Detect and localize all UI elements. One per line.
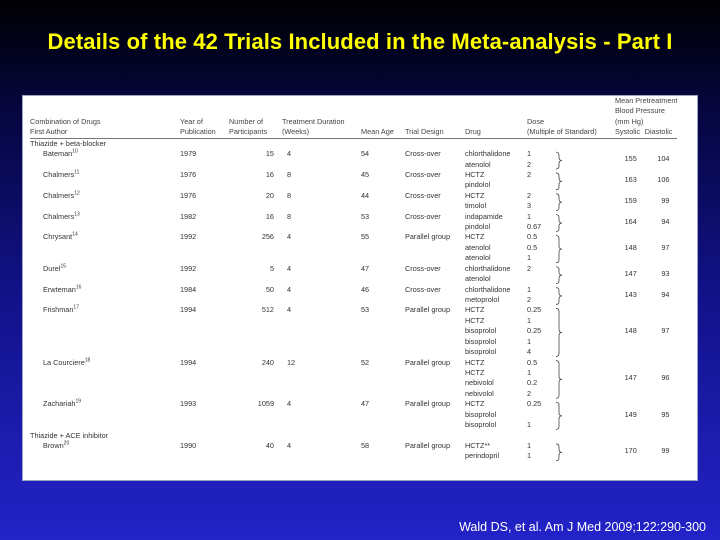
drug-cell: atenolol xyxy=(465,242,491,252)
mean-age-cell: 47 xyxy=(361,399,370,409)
dose-cell: 0.5 xyxy=(527,232,538,242)
author-cell xyxy=(30,305,180,315)
reference-number: 17 xyxy=(73,305,79,312)
participants-cell: 15 xyxy=(265,149,274,159)
systolic-cell: 164 xyxy=(624,216,637,226)
table-row xyxy=(30,264,677,274)
author-name: Chalmers xyxy=(43,169,75,179)
diastolic-cell: 95 xyxy=(661,409,670,419)
author-cell xyxy=(30,264,180,274)
table-row xyxy=(30,253,677,263)
reference-number: 20 xyxy=(63,440,70,447)
drug-cell: HCTZ xyxy=(465,232,485,242)
reference-number: 15 xyxy=(60,263,66,270)
drug-cell: timolol xyxy=(465,201,487,211)
diastolic-cell: 97 xyxy=(661,326,670,336)
mean-age-cell: 53 xyxy=(361,305,370,315)
drug-cell: bisoprolol xyxy=(465,420,497,430)
year-cell: 1994 xyxy=(180,305,197,315)
year-cell: 1993 xyxy=(180,399,197,409)
mean-age-cell: 45 xyxy=(361,169,370,179)
table-row xyxy=(30,410,677,420)
drug-cell: pindolol xyxy=(465,180,491,190)
header-dose: Dose xyxy=(527,116,545,126)
trial-design-cell: Cross-over xyxy=(405,149,441,159)
reference-number: 11 xyxy=(74,169,80,176)
drug-cell: atenolol xyxy=(465,274,491,284)
systolic-cell: 148 xyxy=(624,242,637,252)
drug-cell: bisoprolol xyxy=(465,336,497,346)
duration-cell: 4 xyxy=(287,263,292,273)
author-name: Erwteman xyxy=(43,284,76,294)
dose-cell: 2 xyxy=(527,263,532,273)
table-row xyxy=(30,160,677,170)
header-systolic: Systolic xyxy=(615,127,645,138)
table-row xyxy=(30,399,677,409)
table-row xyxy=(30,326,677,336)
dose-cell: 1 xyxy=(527,336,532,346)
header-number: Number of xyxy=(229,116,264,126)
dose-cell: 0.25 xyxy=(527,305,542,315)
dose-cell: 1 xyxy=(527,440,532,450)
table-row xyxy=(30,170,677,180)
table-row xyxy=(30,305,677,315)
author-name: Bateman xyxy=(43,149,73,159)
duration-cell: 8 xyxy=(287,169,292,179)
year-cell: 1994 xyxy=(180,357,197,367)
author-cell xyxy=(30,358,180,368)
dose-cell: 0.67 xyxy=(527,222,542,232)
diastolic-cell: 104 xyxy=(657,154,670,164)
diastolic-cell: 106 xyxy=(657,174,670,184)
drug-cell: HCTZ xyxy=(465,357,485,367)
header-publication: Publication xyxy=(180,127,229,138)
header-duration: Treatment Duration xyxy=(282,116,345,126)
duration-cell: 8 xyxy=(287,211,292,221)
mean-age-cell: 55 xyxy=(361,232,370,242)
drug-cell: HCTZ xyxy=(465,399,485,409)
participants-cell: 20 xyxy=(265,190,274,200)
table-row xyxy=(30,451,677,461)
drug-cell: HCTZ xyxy=(465,190,485,200)
trial-design-cell: Parallel group xyxy=(405,232,451,242)
mean-age-cell: 53 xyxy=(361,211,370,221)
table-row xyxy=(30,232,677,242)
diastolic-cell: 99 xyxy=(661,445,670,455)
dose-cell: 2 xyxy=(527,159,532,169)
duration-cell: 4 xyxy=(287,284,292,294)
drug-cell: HCTZ xyxy=(465,315,485,325)
trials-table-panel xyxy=(22,95,698,481)
year-cell: 1990 xyxy=(180,440,197,450)
trial-design-cell: Cross-over xyxy=(405,169,441,179)
author-cell xyxy=(30,212,180,222)
header-trial-design: Trial Design xyxy=(405,127,465,138)
table-row xyxy=(30,191,677,201)
dose-cell: 1 xyxy=(527,253,532,263)
table-row xyxy=(30,368,677,378)
author-name: Frishman xyxy=(43,305,74,315)
citation: Wald DS, et al. Am J Med 2009;122:290-300 xyxy=(459,520,706,534)
reference-number: 14 xyxy=(72,232,78,239)
trial-design-cell: Parallel group xyxy=(405,305,451,315)
diastolic-cell: 97 xyxy=(661,242,670,252)
dose-cell: 0.5 xyxy=(527,242,538,252)
dose-cell: 0.25 xyxy=(527,326,542,336)
dose-cell: 4 xyxy=(527,347,532,357)
drug-cell: bisoprolol xyxy=(465,347,497,357)
table-row xyxy=(30,420,677,430)
dose-cell: 2 xyxy=(527,169,532,179)
reference-number: 16 xyxy=(75,284,82,291)
table-row xyxy=(30,274,677,284)
drug-cell: bisoprolol xyxy=(465,326,497,336)
table-row xyxy=(30,337,677,347)
dose-cell: 1 xyxy=(527,451,532,461)
diastolic-cell: 94 xyxy=(661,216,670,226)
header-dose-multiple: (Multiple of Standard) xyxy=(527,127,615,138)
dose-cell: 2 xyxy=(527,295,532,305)
dose-cell: 1 xyxy=(527,284,532,294)
author-name: Brown xyxy=(43,440,64,450)
table-row xyxy=(30,378,677,388)
dose-cell: 1 xyxy=(527,367,532,377)
author-cell xyxy=(30,232,180,242)
duration-cell: 8 xyxy=(287,190,292,200)
drug-cell: chlorthalidone xyxy=(465,284,511,294)
trial-design-cell: Cross-over xyxy=(405,190,441,200)
table-row xyxy=(30,295,677,305)
dose-cell: 1 xyxy=(527,420,532,430)
trial-design-cell: Cross-over xyxy=(405,284,441,294)
header-combination: Combination of Drugs xyxy=(30,116,101,126)
dose-cell: 0.5 xyxy=(527,357,538,367)
table-row xyxy=(30,347,677,357)
drug-cell: HCTZ xyxy=(465,305,485,315)
table-row xyxy=(30,201,677,211)
bp-header-line1: Mean Pretreatment xyxy=(615,96,678,105)
group-label-thiazide-ace-inhibitor: Thiazide + ACE inhibitor xyxy=(30,430,109,440)
header-year: Year of xyxy=(180,116,203,126)
author-name: Zachariah xyxy=(43,399,76,409)
drug-cell: nebivolol xyxy=(465,378,494,388)
drug-cell: perindopril xyxy=(465,451,500,461)
dose-cell: 1 xyxy=(527,149,532,159)
group-label-thiazide-beta-blocker: Thiazide + beta-blocker xyxy=(30,138,107,148)
systolic-cell: 147 xyxy=(624,372,637,382)
dose-cell xyxy=(527,410,615,420)
drug-cell: atenolol xyxy=(465,253,491,263)
duration-cell: 4 xyxy=(287,305,292,315)
systolic-cell: 148 xyxy=(624,326,637,336)
table-row xyxy=(30,316,677,326)
systolic-cell: 147 xyxy=(624,268,637,278)
table-row xyxy=(30,358,677,368)
year-cell: 1976 xyxy=(180,190,197,200)
author-name: Chrysant xyxy=(43,232,73,242)
header-diastolic: Diastolic xyxy=(645,127,678,138)
year-cell: 1979 xyxy=(180,149,197,159)
participants-cell: 1059 xyxy=(257,399,274,409)
trials-table-body xyxy=(30,138,677,462)
drug-cell: indapamide xyxy=(465,211,503,221)
trial-design-cell: Parallel group xyxy=(405,399,451,409)
participants-cell: 240 xyxy=(261,357,274,367)
author-cell xyxy=(30,191,180,201)
participants-cell: 16 xyxy=(265,211,274,221)
diastolic-cell: 99 xyxy=(661,195,670,205)
systolic-cell: 143 xyxy=(624,289,637,299)
participants-cell: 5 xyxy=(269,263,274,273)
author-name: Durel xyxy=(43,263,61,273)
author-cell xyxy=(30,170,180,180)
participants-cell: 16 xyxy=(265,169,274,179)
year-cell: 1984 xyxy=(180,284,197,294)
slide-title: Details of the 42 Trials Included in the Meta-analysis - Part I xyxy=(47,29,673,54)
author-cell xyxy=(30,399,180,409)
participants-cell: 40 xyxy=(265,440,274,450)
drug-cell: chlorthalidone xyxy=(465,263,511,273)
author-name: La Courciere xyxy=(43,357,85,367)
bp-header-line2: Blood Pressure xyxy=(615,106,665,116)
reference-number: 10 xyxy=(72,148,78,155)
reference-number: 13 xyxy=(74,211,80,218)
trials-table xyxy=(30,96,677,462)
year-cell: 1992 xyxy=(180,232,197,242)
author-name: Chalmers xyxy=(43,190,75,200)
dose-cell: 3 xyxy=(527,201,532,211)
trial-design-cell: Parallel group xyxy=(405,357,451,367)
table-row xyxy=(30,212,677,222)
duration-cell: 12 xyxy=(287,357,296,367)
drug-cell: HCTZ xyxy=(465,367,485,377)
year-cell: 1982 xyxy=(180,211,197,221)
duration-cell: 4 xyxy=(287,440,292,450)
mean-age-cell: 54 xyxy=(361,149,370,159)
dose-cell: 0.25 xyxy=(527,399,542,409)
participants-cell: 50 xyxy=(265,284,274,294)
year-cell: 1976 xyxy=(180,169,197,179)
drug-cell: bisoprolol xyxy=(465,409,497,419)
systolic-cell: 155 xyxy=(624,154,637,164)
trial-design-cell: Cross-over xyxy=(405,263,441,273)
reference-number: 12 xyxy=(74,190,80,197)
author-cell xyxy=(30,149,180,159)
diastolic-cell: 96 xyxy=(661,372,670,382)
drug-cell: pindolol xyxy=(465,222,491,232)
year-cell: 1992 xyxy=(180,263,197,273)
mean-age-cell: 44 xyxy=(361,190,370,200)
participants-cell: 256 xyxy=(261,232,274,242)
table-row xyxy=(30,180,677,190)
dose-cell: 1 xyxy=(527,315,532,325)
header-drug: Drug xyxy=(465,127,527,138)
systolic-cell: 149 xyxy=(624,409,637,419)
header-participants: Participants xyxy=(229,127,282,138)
drug-cell: nebivolol xyxy=(465,388,494,398)
duration-cell: 4 xyxy=(287,149,292,159)
dose-cell: 2 xyxy=(527,388,532,398)
reference-number: 19 xyxy=(75,398,82,405)
dose-cell: 2 xyxy=(527,190,532,200)
table-row xyxy=(30,149,677,159)
duration-cell: 4 xyxy=(287,232,292,242)
drug-cell: atenolol xyxy=(465,159,491,169)
systolic-cell: 170 xyxy=(624,445,637,455)
diastolic-cell: 93 xyxy=(661,268,670,278)
table-row xyxy=(30,389,677,399)
dose-cell: 0.2 xyxy=(527,378,538,388)
drug-cell: HCTZ xyxy=(465,169,485,179)
mean-age-cell: 58 xyxy=(361,440,370,450)
table-row xyxy=(30,243,677,253)
author-cell xyxy=(30,285,180,295)
author-cell xyxy=(30,441,180,451)
header-mean-age: Mean Age xyxy=(361,127,405,138)
drug-cell: HCTZ** xyxy=(465,440,491,450)
drug-cell: chlorthalidone xyxy=(465,149,511,159)
trial-design-cell: Cross-over xyxy=(405,211,441,221)
table-row xyxy=(30,441,677,451)
systolic-cell: 159 xyxy=(624,195,637,205)
trial-design-cell: Parallel group xyxy=(405,440,451,450)
dose-cell: 1 xyxy=(527,211,532,221)
diastolic-cell: 94 xyxy=(661,289,670,299)
mean-age-cell: 52 xyxy=(361,357,370,367)
bp-header-line3: (mm Hg) xyxy=(615,116,644,126)
systolic-cell: 163 xyxy=(624,174,637,184)
participants-cell: 512 xyxy=(261,305,274,315)
table-row xyxy=(30,285,677,295)
mean-age-cell: 46 xyxy=(361,284,370,294)
table-row xyxy=(30,222,677,232)
drug-cell: metoprolol xyxy=(465,295,500,305)
reference-number: 18 xyxy=(84,357,91,364)
header-weeks: (Weeks) xyxy=(282,127,361,138)
duration-cell: 4 xyxy=(287,399,292,409)
author-name: Chalmers xyxy=(43,211,75,221)
mean-age-cell: 47 xyxy=(361,263,370,273)
header-first-author: First Author xyxy=(30,127,180,138)
